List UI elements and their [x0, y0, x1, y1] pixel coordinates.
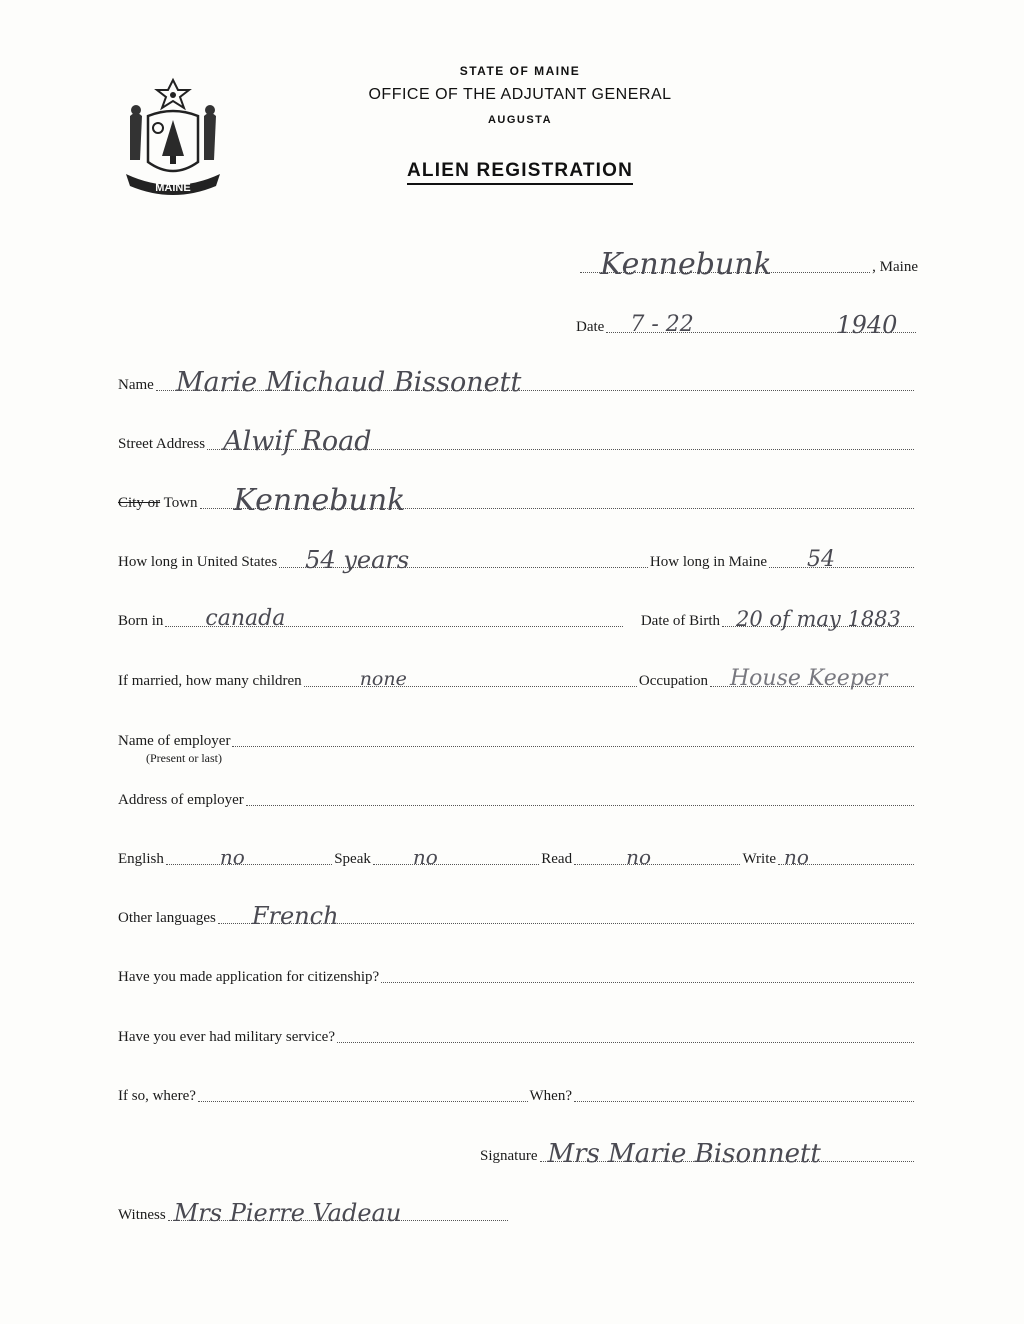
us-time-label: How long in United States	[118, 554, 278, 570]
date-label: Date	[576, 319, 605, 335]
state-heading: STATE OF MAINE	[459, 64, 581, 78]
street-field[interactable]	[207, 426, 914, 457]
city-line	[118, 483, 916, 518]
employer-sublabel: (Present or last)	[146, 751, 222, 765]
other-languages-label: Other languages	[118, 910, 216, 926]
witness-line	[118, 1199, 510, 1227]
name-line	[118, 367, 916, 398]
other-languages-field[interactable]	[218, 902, 914, 930]
place-suffix: , Maine	[872, 259, 918, 275]
name-value: Marie Michaud Bissonett	[175, 367, 522, 398]
street-label: Street Address	[118, 436, 206, 452]
citizenship-field[interactable]	[381, 968, 914, 983]
date-month-day: 7 - 22	[630, 312, 694, 337]
city-value: Kennebunk	[233, 483, 406, 518]
name-field[interactable]	[156, 367, 914, 398]
maine-time-field[interactable]	[769, 547, 914, 572]
dob-label: Date of Birth	[640, 613, 720, 629]
signature-label: Signature	[480, 1148, 538, 1164]
maine-time-label: How long in Maine	[649, 554, 767, 570]
employer-address-label: Address of employer	[118, 792, 244, 808]
maine-state-seal-icon	[118, 76, 228, 202]
date-line	[576, 311, 918, 339]
us-time-value: 54 years	[305, 546, 410, 574]
employer-field[interactable]	[232, 732, 914, 747]
witness-value: Mrs Pierre Vadeau	[173, 1199, 402, 1227]
witness-field[interactable]	[168, 1199, 508, 1227]
when-field[interactable]	[574, 1087, 914, 1102]
children-label: If married, how many children	[118, 673, 302, 689]
english-line	[118, 845, 916, 869]
name-label: Name	[118, 377, 154, 393]
city-label-struck: City or	[118, 495, 161, 511]
when-label: When?	[529, 1088, 572, 1104]
born-in-label: Born in	[118, 613, 164, 629]
english-value: no	[219, 845, 245, 869]
other-languages-value: French	[251, 902, 339, 930]
street-line	[118, 426, 916, 457]
speak-label: Speak	[334, 851, 371, 867]
occupation-label: Occupation	[638, 673, 708, 689]
signature-line	[480, 1139, 916, 1169]
city-field[interactable]	[200, 483, 914, 518]
citizenship-label: Have you made application for citizenship?	[118, 969, 380, 985]
date-year: 1940	[836, 311, 898, 339]
citizenship-line	[118, 968, 916, 986]
maine-time-value: 54	[807, 547, 835, 572]
born-in-field[interactable]	[165, 606, 622, 631]
military-field[interactable]	[337, 1028, 914, 1043]
city-label: Town	[163, 495, 198, 511]
office-heading: OFFICE OF THE ADJUTANT GENERAL	[368, 86, 672, 103]
place-field[interactable]	[580, 247, 870, 282]
service-location-line	[118, 1087, 916, 1105]
write-field[interactable]	[778, 845, 914, 869]
write-value: no	[784, 845, 809, 869]
city-heading: AUGUSTA	[487, 114, 553, 126]
street-value: Alwif Road	[223, 426, 372, 457]
employer-address-line	[118, 791, 916, 809]
us-time-field[interactable]	[279, 546, 648, 574]
other-languages-line	[118, 902, 916, 930]
write-label: Write	[742, 851, 777, 867]
dob-value: 20 of may 1883	[736, 607, 901, 631]
speak-value: no	[412, 845, 438, 869]
place-line	[578, 247, 918, 282]
read-field[interactable]	[574, 845, 740, 869]
occupation-value: House Keeper	[730, 666, 888, 691]
speak-field[interactable]	[373, 845, 539, 869]
children-field[interactable]	[304, 668, 637, 690]
place-value: Kennebunk	[600, 247, 772, 282]
employer-address-field[interactable]	[246, 791, 914, 806]
english-field[interactable]	[166, 845, 332, 869]
children-line	[118, 666, 916, 691]
dob-field[interactable]	[722, 607, 914, 631]
signature-field[interactable]	[540, 1139, 915, 1169]
english-label: English	[118, 851, 164, 867]
children-value: none	[359, 668, 407, 690]
read-label: Read	[541, 851, 573, 867]
svg-text:MAINE: MAINE	[155, 182, 191, 194]
witness-label: Witness	[118, 1207, 166, 1223]
signature-value: Mrs Marie Bisonnett	[547, 1139, 821, 1169]
military-line	[118, 1028, 916, 1046]
birth-line	[118, 606, 916, 631]
residency-line	[118, 546, 916, 574]
occupation-field[interactable]	[710, 666, 914, 691]
date-field[interactable]	[606, 311, 916, 339]
form-title: ALIEN REGISTRATION	[340, 160, 700, 182]
born-in-value: canada	[205, 606, 286, 631]
read-value: no	[626, 845, 652, 869]
military-label: Have you ever had military service?	[118, 1029, 335, 1045]
where-field[interactable]	[198, 1087, 528, 1102]
where-label: If so, where?	[118, 1088, 196, 1104]
employer-line	[118, 732, 916, 750]
employer-label: Name of employer	[118, 733, 231, 749]
